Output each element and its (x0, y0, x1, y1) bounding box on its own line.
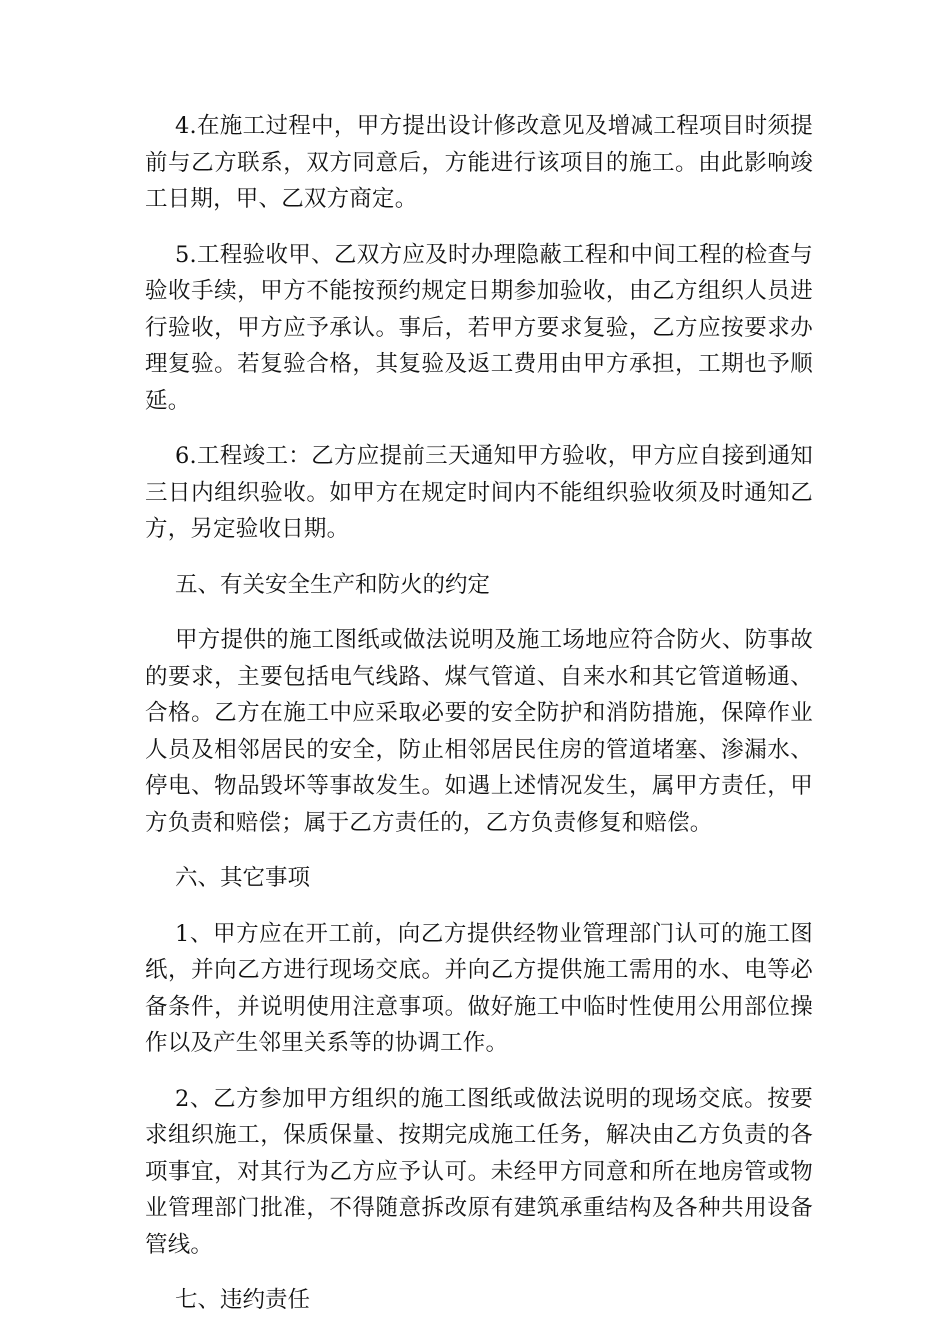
section-7-heading: 七、违约责任 (175, 1287, 311, 1313)
section-6-heading: 六、其它事项 (175, 865, 311, 891)
clause-5-paragraph: 5.工程验收甲、乙双方应及时办理隐蔽工程和中间工程的检查与验收手续，甲方不能按预约规定日期参加验收，由乙方组织人员进行验收，甲方应予承认。事后，若甲方要求复验，乙方应按要求办理复验。若复验合格，其复验及返工费用由甲方承担，工期也予顺延。 (145, 241, 813, 414)
clause-4-paragraph: 4.在施工过程中，甲方提出设计修改意见及增减工程项目时须提前与乙方联系，双方同意后，方能进行该项目的施工。由此影响竣工日期，甲、乙双方商定。 (145, 113, 813, 212)
safety-paragraph: 甲方提供的施工图纸或做法说明及施工场地应符合防火、防事故的要求，主要包括电气线路、煤气管道、自来水和其它管道畅通、合格。乙方在施工中应采取必要的安全防护和消防措施，保障作业人员及相邻居民的安全，防止相邻居民住房的管道堵塞、渗漏水、停电、物品毁坏等事故发生。如遇上述情况发生，属甲方责任，甲方负责和赔偿；属于乙方责任的，乙方负责修复和赔偿。 (145, 627, 813, 836)
other-item-1-paragraph: 1、甲方应在开工前，向乙方提供经物业管理部门认可的施工图纸，并向乙方进行现场交底。并向乙方提供施工需用的水、电等必备条件，并说明使用注意事项。做好施工中临时性使用公用部位操作以及产生邻里关系等的协调工作。 (145, 920, 813, 1056)
section-5-heading: 五、有关安全生产和防火的约定 (175, 571, 491, 598)
document-body (145, 108, 813, 1338)
clause-6-paragraph: 6.工程竣工：乙方应提前三天通知甲方验收，甲方应自接到通知三日内组织验收。如甲方在规定时间内不能组织验收须及时通知乙方，另定验收日期。 (145, 443, 813, 542)
other-item-2-paragraph: 2、乙方参加甲方组织的施工图纸或做法说明的现场交底。按要求组织施工，保质保量、按期完成施工任务，解决由乙方负责的各项事宜，对其行为乙方应予认可。未经甲方同意和所在地房管或物业管理部门批准，不得随意拆改原有建筑承重结构及各种共用设备管线。 (145, 1085, 813, 1258)
